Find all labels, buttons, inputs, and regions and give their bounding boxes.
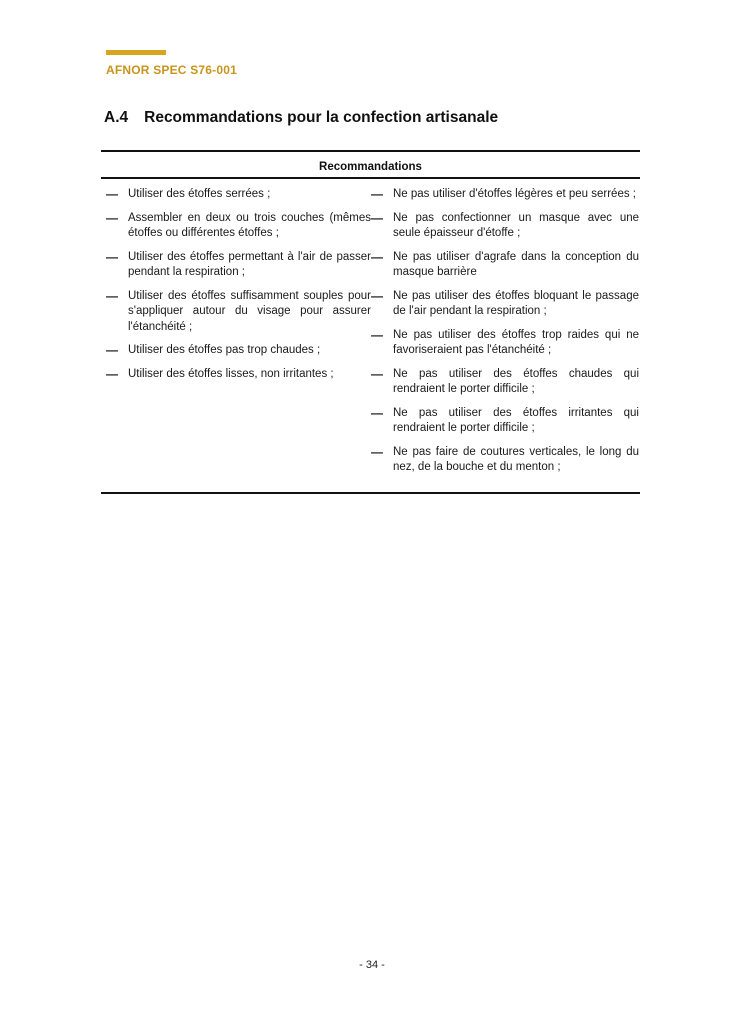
prohibition-item [371,328,639,359]
table-body [101,179,640,492]
list-dash: — [106,366,118,381]
list-item-text: Utiliser des étoffes suffisamment souples pour s'appliquer autour du visage pour assurer l'étanchéité ; [128,289,371,333]
prohibition-item [371,187,639,203]
recommendation-item [105,250,371,281]
prohibition-item [371,211,639,242]
do-list [105,187,371,382]
table-header: Recommandations [319,161,422,173]
recommendations-table [101,150,640,494]
table-bottom-rule [101,492,640,494]
list-dash: — [106,249,118,264]
prohibition-item [371,367,639,398]
list-dash: — [371,249,383,264]
list-item-text: Assembler en deux ou trois couches (mêmes étoffes ou différentes étoffes ; [128,211,371,239]
header-accent-bar [106,50,166,55]
recommendation-item [105,367,371,383]
list-dash: — [371,288,383,303]
list-dash: — [371,210,383,225]
list-item-text: Ne pas utiliser des étoffes trop raides qui ne favoriseraient pas l'étanchéité ; [393,328,639,356]
prohibition-item [371,445,639,476]
list-item-text: Ne pas utiliser des étoffes bloquant le passage de l'air pendant la respiration ; [393,289,639,317]
list-item-text: Ne pas utiliser des étoffes irritantes qui rendraient le porter difficile ; [393,406,639,434]
recommendation-item [105,187,371,203]
dont-list [371,187,639,476]
list-item-text: Ne pas confectionner un masque avec une seule épaisseur d'étoffe ; [393,211,639,239]
list-item-text: Ne pas utiliser d'agrafe dans la conception du masque barrière [393,250,639,278]
section-heading [104,109,498,127]
section-number: A.4 [104,109,129,126]
prohibition-item [371,289,639,320]
list-dash: — [371,327,383,342]
recommendation-item [105,289,371,336]
document-reference: AFNOR SPEC S76-001 [106,63,237,77]
list-item-text: Utiliser des étoffes serrées ; [128,188,271,200]
right-column [371,187,639,484]
list-dash: — [106,210,118,225]
recommendation-item [105,211,371,242]
left-column [101,187,371,484]
section-title: Recommandations pour la confection artisanale [144,109,499,126]
page-number: - 34 - [359,959,385,971]
recommendation-item [105,343,371,359]
list-item-text: Utiliser des étoffes pas trop chaudes ; [128,344,321,356]
list-item-text: Ne pas faire de coutures verticales, le long du nez, de la bouche et du menton ; [393,445,639,473]
list-item-text: Ne pas utiliser d'étoffes légères et peu serrées ; [393,188,636,200]
prohibition-item [371,250,639,281]
prohibition-item [371,406,639,437]
list-dash: — [371,366,383,381]
list-item-text: Utiliser des étoffes permettant à l'air de passer pendant la respiration ; [128,250,371,278]
list-item-text: Utiliser des étoffes lisses, non irritantes ; [128,367,334,380]
list-dash: — [371,444,383,459]
list-dash: — [371,405,383,420]
list-dash: — [106,187,118,201]
list-dash: — [371,187,383,201]
list-dash: — [106,288,118,303]
list-dash: — [106,343,118,357]
list-item-text: Ne pas utiliser des étoffes chaudes qui rendraient le porter difficile ; [393,367,639,395]
